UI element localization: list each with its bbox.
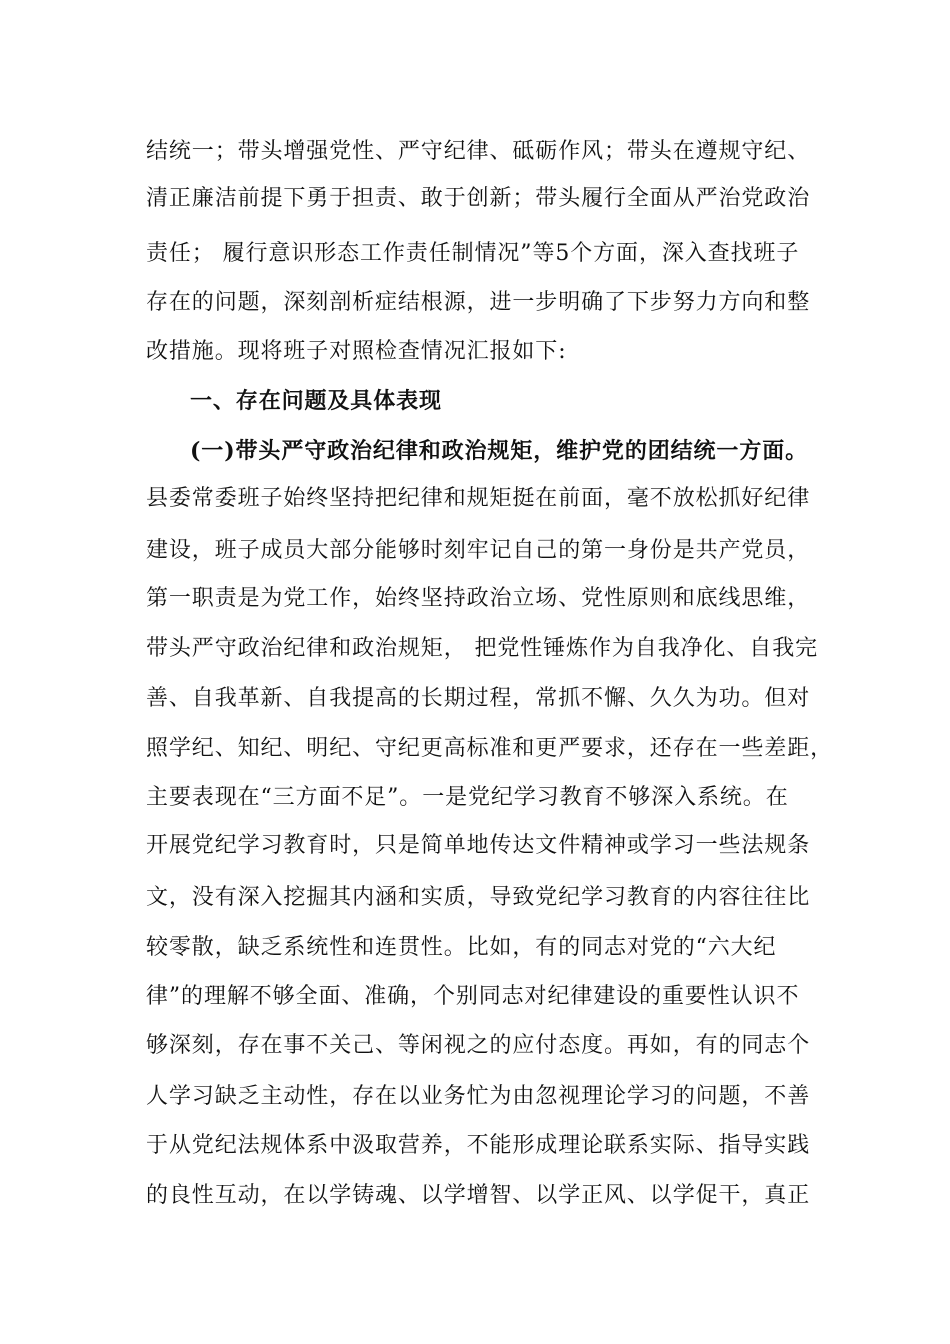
body-line: 开展党纪学习教育时，只是简单地传达文件精神或学习一些法规条 <box>146 833 811 858</box>
body-line: 文，没有深入挖掘其内涵和实质，导致党纪学习教育的内容往往比 <box>146 885 811 910</box>
body-line: 人学习缺乏主动性，存在以业务忙为由忽视理论学习的问题，不善 <box>146 1084 811 1109</box>
paragraph-line: 改措施。现将班子对照检查情况汇报如下: <box>146 339 567 364</box>
subsection-heading: (一)带头严守政治纪律和政治规矩，维护党的团结统一方面。 <box>190 438 809 464</box>
section-heading: 一、存在问题及具体表现 <box>190 388 442 414</box>
body-line: 于从党纪法规体系中汲取营养，不能形成理论联系实际、指导实践 <box>146 1133 811 1158</box>
body-line: 第一职责是为党工作，始终坚持政治立场、党性原则和底线思维， <box>146 586 811 611</box>
paragraph-line: 结统一；带头增强党性、严守纪律、砥砺作风；带头在遵规守纪、 <box>146 139 811 164</box>
body-line: 够深刻，存在事不关己、等闲视之的应付态度。再如，有的同志个 <box>146 1033 811 1058</box>
body-line: 的良性互动，在以学铸魂、以学增智、以学正风、以学促干，真正 <box>146 1183 811 1208</box>
paragraph-line: 责任； 履行意识形态工作责任制情况”等5个方面，深入查找班子 <box>146 241 800 266</box>
body-line: 建设，班子成员大部分能够时刻牢记自己的第一身份是共产党员， <box>146 538 811 563</box>
body-line: 主要表现在“三方面不足”。一是党纪学习教育不够深入系统。在 <box>146 785 789 810</box>
body-line: 善、自我革新、自我提高的长期过程，常抓不懈、久久为功。但对 <box>146 686 811 711</box>
body-line: 律”的理解不够全面、准确，个别同志对纪律建设的重要性认识不 <box>146 984 800 1009</box>
body-line: 县委常委班子始终坚持把纪律和规矩挺在前面，毫不放松抓好纪律 <box>146 486 811 511</box>
body-line: 较零散，缺乏系统性和连贯性。比如，有的同志对党的“六大纪 <box>146 935 777 960</box>
body-line: 照学纪、知纪、明纪、守纪更高标准和更严要求，还存在一些差距， <box>146 736 834 761</box>
body-line: 带头严守政治纪律和政治规矩， 把党性锤炼作为自我净化、自我完 <box>146 636 818 661</box>
paragraph-line: 存在的问题，深刻剖析症结根源，进一步明确了下步努力方向和整 <box>146 290 811 315</box>
paragraph-line: 清正廉洁前提下勇于担责、敢于创新；带头履行全面从严治党政治 <box>146 186 811 211</box>
